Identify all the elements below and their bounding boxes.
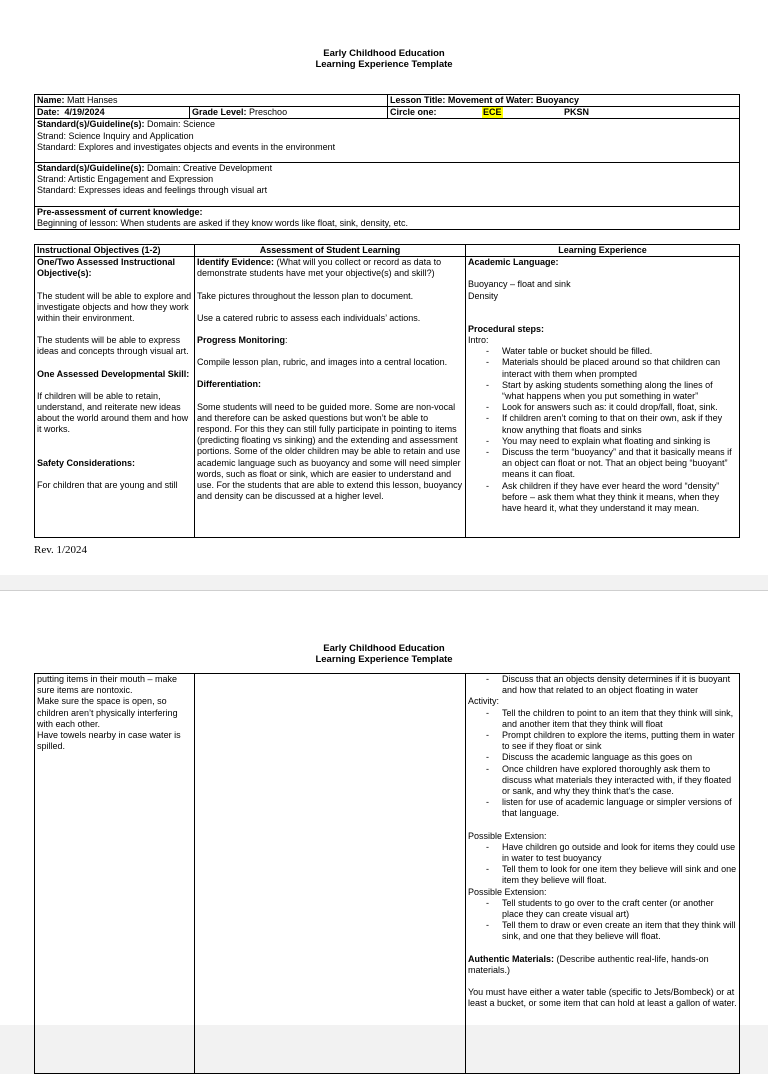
developmental-skill-text: If children will be able to retain, understand, and reiterate new ideas about the world around them and how it works. [37,390,189,435]
activity-label: Activity: [468,696,500,707]
lesson-date: 4/19/2024 [64,107,105,118]
doc-title-page-2: Early Childhood Education Learning Experience Template [315,643,453,665]
extension-1-list [468,842,737,887]
authentic-materials-label: Authentic Materials: [468,953,555,964]
extension-2-list [468,898,737,943]
list-item: - Have children go outside and look for items they could use in water to test buoyancy [502,842,737,864]
developmental-skill-heading: One Assessed Developmental Skill: [37,368,190,379]
objective-1: The student will be able to explore and investigate objects and how they work within their environment. [37,290,192,324]
lesson-title: Movement of Water: Buoyancy [447,95,580,105]
extension-2-label: Possible Extension: [468,886,547,897]
list-item: - Start by asking students something along the lines of “what happens when you put something in water” [502,380,737,402]
learning-experience-continued-cell: - Discuss that an objects density determines if it is buoyant and how that related to an object floating in water Activity: - Tell the children to point to an item that they think will sink, and another item that they think will float - Prompt children to explore the items, putting them in water to see if they float or sink - Discuss the academic language as this goes on - Once children have explored thoroughly ask them to discuss what materials they interacted with, if they floated or sank, and why they think that’s the case. - listen for use of academic language or simpler versions of that language. Possible Extension: - Have children go outside and look for items they could use in water to test buoyancy - Tell them to look for one item they believe will sink and one item they believe will float. Possible Extension: - Tell students to go over to the craft center (or another place they can create visual art) - Tell them to draw or even create an item that they think will sink, and one that they believe will float. Authentic Materials: (Describe authentic real-life, hands-on materials.) You must have either a water table (specific to Jets/Bombeck) or at least a bucket, or some item that can hold at least a gallon of water. [466,674,740,1074]
student-teacher-name: Matt Hanses [67,95,118,105]
column-header-assessment: Assessment of Student Learning [195,245,466,257]
date-cell: Date: 4/19/2024 [35,107,190,119]
differentiation-text: Some students will need to be guided more. Some are non-vocal and therefore can be asked questions but won’t be able to respond. For this they can still fully participate in pointing to items (predicting floating vs sinking) and the extending and assessment portions. Some of the older children may be able to retain and use academic language such as buoyancy and some will need simpler words, such as float or sink, which are easier to understand and use. For the students that are able to extend this lesson, buoyancy and density can be discussed at a higher level. [197,401,463,502]
circle-option-ece: ECE [483,107,502,118]
extension-1-label: Possible Extension: [468,830,547,841]
list-item: - Discuss that an objects density determines if it is buoyant and how that related to an object floating in water [502,674,737,696]
doc-title-line-1: Early Childhood Education [323,48,445,59]
activity-steps-list [468,708,737,820]
progress-monitoring-label: Progress Monitoring [197,335,286,346]
page-2 [0,590,768,1025]
list-item: - Once children have explored thoroughly ask them to discuss what materials they interacted with, if they floated or sank, and why they think that’s the case. [502,764,737,798]
column-header-objectives: Instructional Objectives (1-2) [35,245,195,257]
list-item: - Materials should be placed around so that children can interact with them when prompted [502,357,737,379]
revision-note: Rev. 1/2024 [34,544,88,556]
standards-creative: Standard(s)/Guideline(s): Domain: Creative Development Strand: Artistic Engagement and Expression Standard: Expresses ideas and feelings through visual art [35,163,740,207]
list-item: - Discuss the term “buoyancy” and that it basically means if an object can float or not. That an object being “buoyant” means it can float. [502,447,737,481]
list-item: - Ask children if they have ever heard the word “density” before – ask them what they think it means, when they have heard it, what they understand it may mean. [502,481,737,515]
doc-title [0,48,768,70]
objectives-heading: One/Two Assessed Instructional Objective(s): [37,257,176,279]
list-item: - Tell them to draw or even create an item that they think will sink, and one that they believe will float. [502,920,737,942]
safety-continued-cell: putting items in their mouth – make sure items are nontoxic. Make sure the space is open, so children aren’t physically interfering with each other. Have towels nearby in case water is spilled. [35,674,195,1074]
learning-experience-cell: Academic Language: Buoyancy – float and sink Density Procedural steps: Intro: - Water table or bucket should be filled. - Materials should be placed around so that children can interact with them when prompted - Start by asking students something along the lines of “what happens when you put something in water” - Look for answers such as: it could drop/fall, float, sink. - If children aren’t coming to that on their own, ask if they know anything that floats and sinks - You may need to explain what floating and sinking is - Discuss the term “buoyancy” and that it basically means if an object can float or not. That an object being “buoyant” means it can float. - Ask children if they have ever heard the word “density” before – ask them what they think it means, when they have heard it, what they understand it may mean. [466,257,740,538]
objectives-cell [35,257,195,538]
grade-cell: Grade Level: Preschoo [190,107,388,119]
circle-option-pksn: PKSN [564,107,590,118]
list-item: - Discuss the academic language as this goes on [502,752,737,763]
header-table [34,94,740,230]
column-header-learning-experience: Learning Experience [466,245,740,257]
procedural-steps-label: Procedural steps: [468,323,545,334]
lesson-title-cell: Lesson Title: Movement of Water: Buoyancy [388,95,740,107]
objective-2: The students will be able to express ideas and concepts through visual art. [37,335,189,357]
list-item: - Tell them to look for one item they believe will sink and one item they believe will float. [502,864,737,886]
list-item: - listen for use of academic language or simpler versions of that language. [502,797,737,819]
differentiation-label: Differentiation: [197,379,261,390]
assessment-continued-cell [195,674,466,1074]
circle-one-cell: Circle one: ECE PKSN [388,107,740,119]
evidence-label: Identify Evidence: [197,257,275,268]
authentic-materials-text: You must have either a water table (specific to Jets/Bombeck) or at least a bucket, or some item that can hold at least a gallon of water. [468,987,737,1009]
list-item: - Water table or bucket should be filled. [502,346,737,357]
standards-science: Standard(s)/Guideline(s): Domain: Science Strand: Science Inquiry and Application Standard: Explores and investigates objects and events in the environment [35,119,740,163]
intro-steps-list [468,346,737,514]
assessment-cell: Identify Evidence: (What will you collect or record as data to demonstrate students have met your objective(s) and skill?) Take pictures throughout the lesson plan to document. Use a catered rubric to assess each individuals’ actions. Progress Monitoring: Compile lesson plan, rubric, and images into a central location. Differentiation: Some students will need to be guided more. Some are non-vocal and therefore can be asked questions but won’t be able to respond. For this they can still fully participate in pointing to items (predicting floating vs sinking) and the extending and assessment portions. Some of the older children may be able to retain and use academic language such as buoyancy and some will need simpler words, such as float or sink, which are easier to understand and use. For the students that are able to extend this lesson, buoyancy and density can be discussed at a higher level. [195,257,466,538]
academic-language-label: Academic Language: [468,257,559,268]
list-item: - Prompt children to explore the items, putting them in water to see if they float or sink [502,730,737,752]
safety-heading: Safety Considerations: [37,457,136,468]
list-item: - Look for answers such as: it could drop/fall, float, sink. [502,402,737,413]
lesson-table-page-2 [34,673,740,1074]
list-item: - If children aren’t coming to that on their own, ask if they know anything that floats and sinks [502,413,737,435]
list-item: - Tell students to go over to the craft center (or another place they can create visual art) [502,898,737,920]
list-item: - Tell the children to point to an item that they think will sink, and another item that they think will float [502,708,737,730]
grade-level: Preschoo [249,107,288,118]
safety-text-start: For children that are young and still [37,479,178,490]
doc-title-line-2: Learning Experience Template [315,59,453,70]
pre-assessment: Pre-assessment of current knowledge: Beginning of lesson: When students are asked if they know words like float, sink, density, etc. [35,206,740,229]
list-item: - You may need to explain what floating and sinking is [502,436,737,447]
name-cell: Name: Matt Hanses [35,95,388,107]
lesson-table-page-1 [34,244,740,538]
